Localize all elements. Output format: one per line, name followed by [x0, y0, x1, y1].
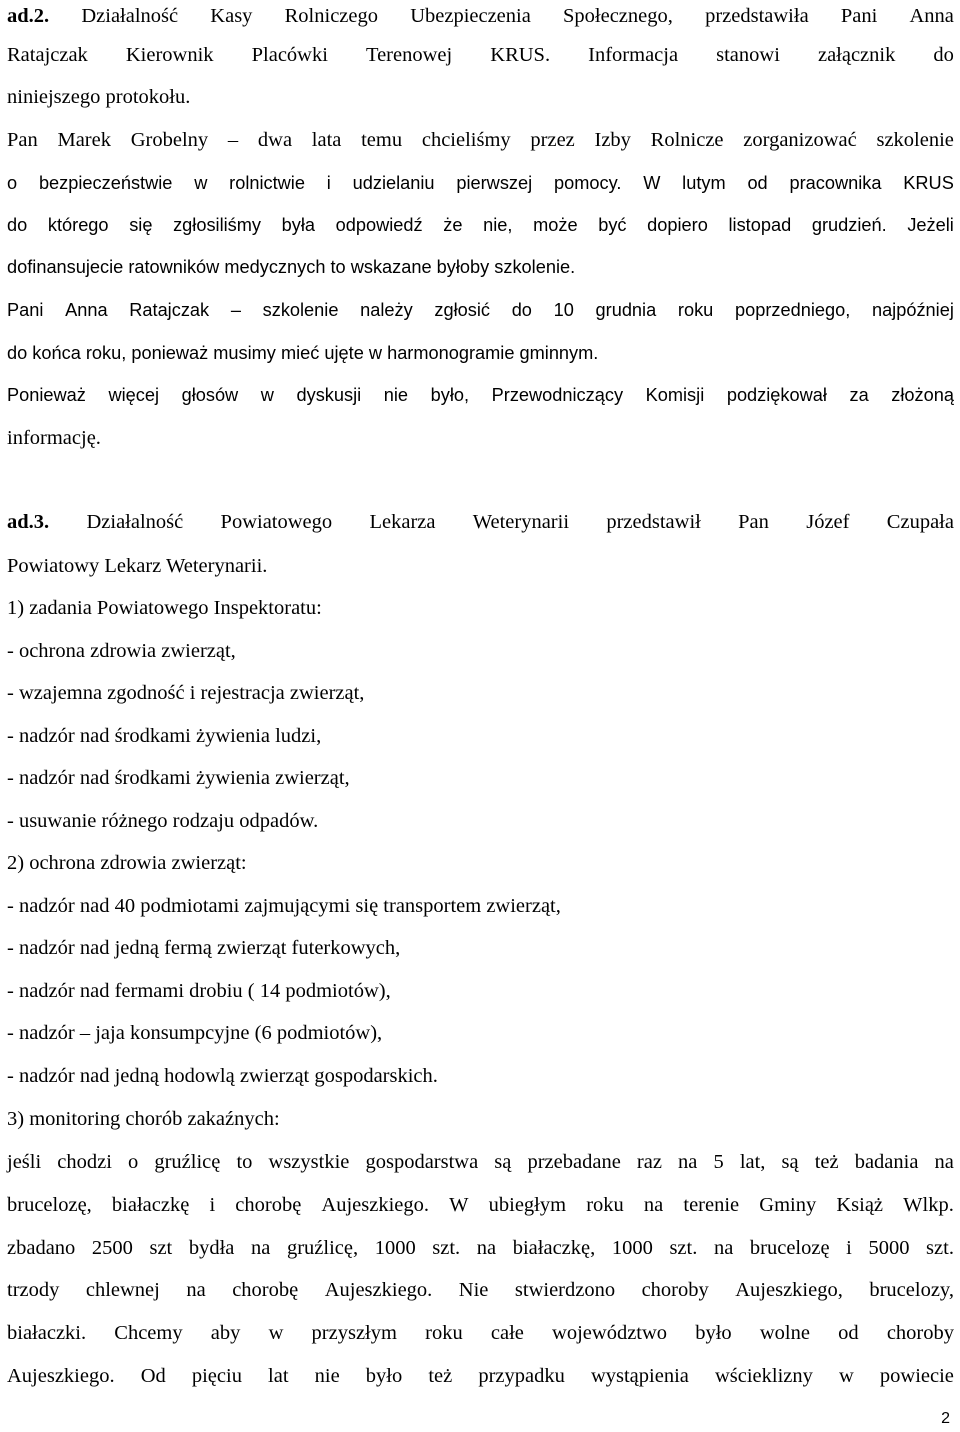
- word: Gminy: [759, 1194, 817, 1216]
- text-line: [7, 43, 954, 67]
- word: Chcemy: [114, 1322, 183, 1344]
- word: Placówki: [251, 44, 328, 66]
- text-line: [7, 426, 101, 450]
- word: listopad: [728, 215, 792, 235]
- word: - nadzór nad jedną fermą zwierząt futerkowych,: [7, 937, 401, 959]
- word: 10: [553, 300, 574, 320]
- word: do: [933, 44, 954, 66]
- word: Działalność: [86, 511, 184, 533]
- word: brucelozy,: [869, 1279, 954, 1301]
- text-line: [7, 1193, 954, 1217]
- word: W: [643, 173, 661, 193]
- text-line: [7, 383, 954, 407]
- word: za: [849, 385, 869, 405]
- word: Czupała: [886, 511, 954, 533]
- word: brucelozę: [749, 1237, 830, 1259]
- word: całe: [490, 1322, 524, 1344]
- word: wolne: [759, 1322, 810, 1344]
- word: pierwszej: [456, 173, 533, 193]
- text-line: [7, 681, 364, 705]
- word: rolnictwie: [229, 173, 305, 193]
- word: Marek: [57, 129, 111, 151]
- word: na: [713, 1237, 734, 1259]
- word: Kierownik: [125, 44, 214, 66]
- word: bezpieczeństwie: [38, 173, 173, 193]
- word: Ratajczak: [7, 44, 88, 66]
- word: i: [326, 173, 331, 193]
- word: Informacja: [588, 44, 679, 66]
- word: chodzi: [57, 1151, 112, 1173]
- word: roku: [586, 1194, 624, 1216]
- word: - nadzór – jaja konsumpcyjne (6 podmiotów),: [7, 1022, 383, 1044]
- word: lat,: [739, 1151, 766, 1173]
- text-line: [7, 1107, 280, 1131]
- word: o: [7, 173, 18, 193]
- word: stanowi: [716, 44, 780, 66]
- text-line: [7, 851, 247, 875]
- text-line: [7, 936, 400, 960]
- word: przedstawiła: [705, 5, 809, 27]
- word: pracownika: [789, 173, 882, 193]
- word: 3) monitoring chorób zakaźnych:: [7, 1108, 280, 1130]
- word: województwo: [552, 1322, 668, 1344]
- word: powiecie: [879, 1365, 954, 1387]
- word: Izby: [594, 129, 631, 151]
- word: Ubezpieczenia: [410, 5, 531, 27]
- word: Aujeszkiego.: [321, 1194, 430, 1216]
- word: są: [781, 1151, 799, 1173]
- word: w: [194, 173, 208, 193]
- word: chorobę: [235, 1194, 302, 1216]
- word: Lekarza: [369, 511, 436, 533]
- text-line: [7, 809, 318, 833]
- word: na: [476, 1237, 497, 1259]
- word: szt.: [432, 1237, 461, 1259]
- word: gospodarstwa: [365, 1151, 479, 1173]
- word: było: [695, 1322, 732, 1344]
- text-line: [7, 724, 321, 748]
- word: badania: [854, 1151, 919, 1173]
- word: Pani: [7, 300, 44, 320]
- word: załącznik: [817, 44, 896, 66]
- word: są: [494, 1151, 512, 1173]
- word: - ochrona zdrowia zwierząt,: [7, 640, 236, 662]
- word: 2500: [91, 1237, 133, 1259]
- word: przypadku: [478, 1365, 565, 1387]
- word: chcieliśmy: [421, 129, 511, 151]
- word: którego: [47, 215, 109, 235]
- word: terenie: [683, 1194, 740, 1216]
- text-line: [7, 4, 954, 28]
- word: brucelozę,: [7, 1194, 92, 1216]
- word: - nadzór nad środkami żywienia ludzi,: [7, 725, 322, 747]
- word: - nadzór nad 40 podmiotami zajmującymi się transportem zwierząt,: [7, 895, 561, 917]
- word: raz: [636, 1151, 662, 1173]
- text-line: [7, 554, 267, 578]
- word: zorganizować: [743, 129, 857, 151]
- word: o: [128, 1151, 139, 1173]
- word: - nadzór nad środkami żywienia zwierząt,: [7, 767, 350, 789]
- word: Pan: [7, 129, 38, 151]
- word: trzody: [7, 1279, 60, 1301]
- word: 1) zadania Powiatowego Inspektoratu:: [7, 597, 322, 619]
- word: i: [209, 1194, 216, 1216]
- word: Aujeszkiego.: [7, 1365, 115, 1387]
- word: informację.: [7, 427, 101, 449]
- word: Józef: [806, 511, 850, 533]
- word: do: [7, 215, 28, 235]
- word: więcej: [108, 385, 159, 405]
- word: poprzedniego,: [734, 300, 851, 320]
- text-line: [7, 1278, 954, 1302]
- word: szt.: [669, 1237, 698, 1259]
- word: Rolniczego: [284, 5, 378, 27]
- word: w: [260, 385, 274, 405]
- word: od: [747, 173, 768, 193]
- word: jeśli: [7, 1151, 42, 1173]
- word: białaczki.: [7, 1322, 87, 1344]
- word: nie,: [483, 215, 513, 235]
- word: lata: [311, 129, 342, 151]
- word: wścieklizny: [714, 1365, 813, 1387]
- word: zbadano: [7, 1237, 76, 1259]
- word: było,: [430, 385, 470, 405]
- word: - usuwanie różnego rodzaju odpadów.: [7, 810, 319, 832]
- word: w: [838, 1365, 854, 1387]
- word: Wlkp.: [903, 1194, 954, 1216]
- word: nie: [314, 1365, 340, 1387]
- word: pomocy.: [553, 173, 622, 193]
- word: zgłosiliśmy: [173, 215, 261, 235]
- word: Komisji: [645, 385, 705, 405]
- word: odpowiedź: [335, 215, 423, 235]
- word: Jeżeli: [907, 215, 954, 235]
- word: szt.: [926, 1237, 954, 1259]
- word: roku: [425, 1322, 463, 1344]
- word: Książ: [836, 1194, 884, 1216]
- word: –: [227, 129, 239, 151]
- word: Od: [140, 1365, 166, 1387]
- word: być: [598, 215, 627, 235]
- word: 5: [713, 1151, 724, 1173]
- word: może: [533, 215, 578, 235]
- word: gruźlicę,: [286, 1237, 359, 1259]
- text-line: [7, 213, 954, 237]
- word: na: [678, 1151, 698, 1173]
- text-line: [7, 1364, 954, 1388]
- word: Nie: [458, 1279, 489, 1301]
- word: roku: [677, 300, 714, 320]
- word: 1000: [374, 1237, 416, 1259]
- word: Ponieważ: [7, 385, 86, 405]
- word: lutym: [682, 173, 726, 193]
- word: należy: [360, 300, 413, 320]
- word: pięciu: [191, 1365, 242, 1387]
- section-label: ad.3.: [7, 511, 50, 533]
- word: też: [428, 1365, 453, 1387]
- word: Terenowej: [365, 44, 453, 66]
- text-line: [7, 255, 575, 279]
- word: ubiegłym: [488, 1194, 567, 1216]
- word: Kasy: [210, 5, 253, 27]
- word: białaczkę,: [512, 1237, 596, 1259]
- word: Powiatowy Lekarz Weterynarii.: [7, 555, 268, 577]
- word: Weterynarii: [472, 511, 570, 533]
- text-line: [7, 979, 391, 1003]
- word: szt: [149, 1237, 173, 1259]
- word: stwierdzono: [514, 1279, 616, 1301]
- word: do końca roku, ponieważ musimy mieć ujęte w harmonogramie gminnym.: [7, 343, 599, 363]
- text-line: [7, 171, 954, 195]
- word: W: [449, 1194, 469, 1216]
- word: Pani: [840, 5, 878, 27]
- word: Pan: [738, 511, 769, 533]
- word: 1000: [611, 1237, 653, 1259]
- word: wszystkie: [268, 1151, 350, 1173]
- word: podziękował: [726, 385, 827, 405]
- text-line: [7, 298, 954, 322]
- word: Grobelny: [130, 129, 209, 151]
- text-line: [7, 510, 954, 534]
- text-line: [7, 1064, 438, 1088]
- word: dyskusji: [296, 385, 362, 405]
- word: białaczkę: [111, 1194, 190, 1216]
- word: głosów: [181, 385, 239, 405]
- word: Powiatowego: [220, 511, 333, 533]
- word: Ratajczak: [129, 300, 210, 320]
- section-label: ad.2.: [7, 5, 50, 27]
- word: Aujeszkiego.: [324, 1279, 433, 1301]
- word: –: [230, 300, 241, 320]
- word: najpóźniej: [871, 300, 954, 320]
- text-line: [7, 1021, 382, 1045]
- word: na: [251, 1237, 271, 1259]
- word: - nadzór nad fermami drobiu ( 14 podmiotów),: [7, 980, 391, 1002]
- word: udzielaniu: [352, 173, 435, 193]
- text-line: [7, 639, 236, 663]
- word: grudzień.: [811, 215, 887, 235]
- word: dopiero: [647, 215, 708, 235]
- word: - wzajemna zgodność i rejestracja zwierząt,: [7, 682, 365, 704]
- word: zgłosić: [434, 300, 490, 320]
- word: Anna: [909, 5, 954, 27]
- page-number: 2: [941, 1410, 950, 1427]
- word: - nadzór nad jedną hodowlą zwierząt gospodarskich.: [7, 1065, 438, 1087]
- word: i: [846, 1237, 852, 1259]
- word: temu: [361, 129, 403, 151]
- word: Aujeszkiego,: [735, 1279, 843, 1301]
- text-line: [7, 596, 322, 620]
- word: była: [281, 215, 316, 235]
- word: aby: [210, 1322, 241, 1344]
- word: choroby: [886, 1322, 954, 1344]
- word: że: [443, 215, 463, 235]
- word: Przewodniczący: [491, 385, 624, 405]
- word: w: [268, 1322, 284, 1344]
- text-line: [7, 766, 350, 790]
- word: przyszłym: [311, 1322, 397, 1344]
- word: to: [236, 1151, 253, 1173]
- word: gruźlicę: [154, 1151, 221, 1173]
- word: dwa: [257, 129, 293, 151]
- word: KRUS: [903, 173, 954, 193]
- word: wystąpienia: [590, 1365, 689, 1387]
- word: na: [186, 1279, 206, 1301]
- text-line: [7, 85, 190, 109]
- word: Społecznego,: [563, 5, 673, 27]
- word: szkolenie: [262, 300, 339, 320]
- word: na: [643, 1194, 664, 1216]
- word: lat: [268, 1365, 289, 1387]
- word: choroby: [641, 1279, 709, 1301]
- word: do: [511, 300, 532, 320]
- word: dofinansujecie ratowników medycznych to wskazane byłoby szkolenie.: [7, 257, 576, 277]
- word: bydła: [188, 1237, 235, 1259]
- word: złożoną: [891, 385, 954, 405]
- text-line: [7, 128, 954, 152]
- word: się: [129, 215, 153, 235]
- word: przebadane: [527, 1151, 621, 1173]
- text-line: [7, 894, 561, 918]
- text-line: [7, 1236, 954, 1260]
- word: chorobę: [232, 1279, 299, 1301]
- word: przedstawił: [606, 511, 701, 533]
- word: KRUS.: [490, 44, 551, 66]
- word: chlewnej: [85, 1279, 160, 1301]
- word: grudnia: [595, 300, 657, 320]
- word: 5000: [868, 1237, 910, 1259]
- word: szkolenie: [876, 129, 954, 151]
- word: też: [814, 1151, 839, 1173]
- word: Anna: [65, 300, 108, 320]
- word: Rolnicze: [650, 129, 724, 151]
- text-line: [7, 1321, 954, 1345]
- word: od: [838, 1322, 859, 1344]
- word: nie: [383, 385, 409, 405]
- word: na: [934, 1151, 954, 1173]
- text-line: [7, 1150, 954, 1174]
- word: niniejszego protokołu.: [7, 86, 191, 108]
- word: przez: [530, 129, 575, 151]
- word: było: [365, 1365, 403, 1387]
- text-line: [7, 341, 598, 365]
- word: 2) ochrona zdrowia zwierząt:: [7, 852, 247, 874]
- word: Działalność: [81, 5, 179, 27]
